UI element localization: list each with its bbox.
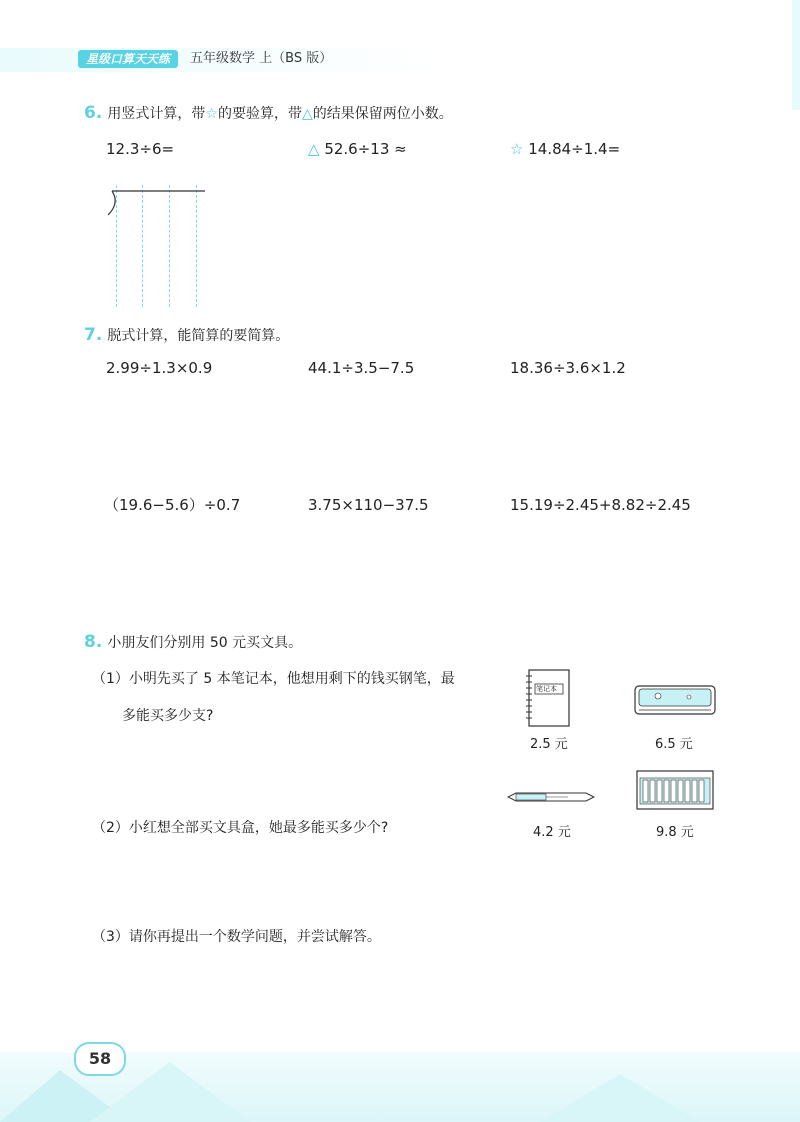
- notebook-label: 笔记本: [536, 685, 557, 693]
- triangle-mark: △: [308, 140, 320, 158]
- calc-expression: 15.19÷2.45+8.82÷2.45: [510, 496, 691, 514]
- instruction-text: 脱式计算，能简算的要简算。: [107, 328, 290, 344]
- calc-expression: 2.99÷1.3×0.9: [106, 359, 213, 377]
- calc-expression: 44.1÷3.5−7.5: [308, 359, 415, 377]
- part-3-text: （3）请你再提出一个数学问题，并尝试解答。: [92, 929, 381, 945]
- part-2-text: （2）小红想全部买文具盒，她最多能买多少个?: [92, 820, 389, 836]
- crayon-box-image: [636, 770, 714, 810]
- star-mark: ☆: [510, 140, 524, 158]
- instruction-text: 的结果保留两位小数。: [312, 106, 453, 122]
- instruction-text: 用竖式计算，带: [107, 106, 206, 122]
- question-intro: 小朋友们分别用 50 元买文具。: [107, 635, 303, 651]
- long-division-workspace: [100, 185, 210, 310]
- question-6-heading: [84, 103, 453, 124]
- notebook-price: 2.5 元: [530, 737, 568, 752]
- calc-expression: 18.36÷3.6×1.2: [510, 359, 626, 377]
- decorative-strip: [792, 0, 800, 110]
- pencil-case-price: 6.5 元: [655, 737, 693, 752]
- crayons-price: 9.8 元: [656, 825, 694, 840]
- problem-1: [106, 139, 174, 159]
- instruction-text: 的要验算，带: [217, 106, 302, 122]
- triangle-symbol: △: [301, 106, 313, 122]
- problem-expression: 14.84÷1.4=: [528, 140, 621, 158]
- problem-2: [308, 139, 407, 159]
- part-1-text: （1）小明先买了 5 本笔记本，他想用剩下的钱买钢笔，最: [92, 671, 455, 687]
- problem-expression: 52.6÷13 ≈: [324, 140, 407, 158]
- question-7-heading: [84, 325, 289, 346]
- series-title: 星级口算天天练: [78, 50, 178, 68]
- question-number: 8.: [84, 632, 103, 652]
- part-1-text-cont: 多能买多少支?: [122, 708, 214, 724]
- division-bracket: [100, 185, 210, 225]
- question-number: 7.: [84, 325, 103, 345]
- problem-expression: 12.3÷6=: [106, 140, 175, 158]
- notebook-image: [523, 668, 571, 728]
- question-8-heading: [84, 632, 302, 653]
- problem-3: [510, 139, 620, 159]
- calc-expression: （19.6−5.6）÷0.7: [104, 496, 241, 514]
- question-number: 6.: [84, 103, 103, 123]
- star-symbol: ☆: [205, 106, 218, 122]
- pen-image: [506, 789, 596, 803]
- calc-expression: 3.75×110−37.5: [308, 496, 429, 514]
- book-subtitle: 五年级数学 上（BS 版）: [190, 51, 333, 66]
- pen-price: 4.2 元: [533, 825, 571, 840]
- pencil-case-image: [634, 684, 716, 716]
- page-number: 58: [74, 1042, 126, 1076]
